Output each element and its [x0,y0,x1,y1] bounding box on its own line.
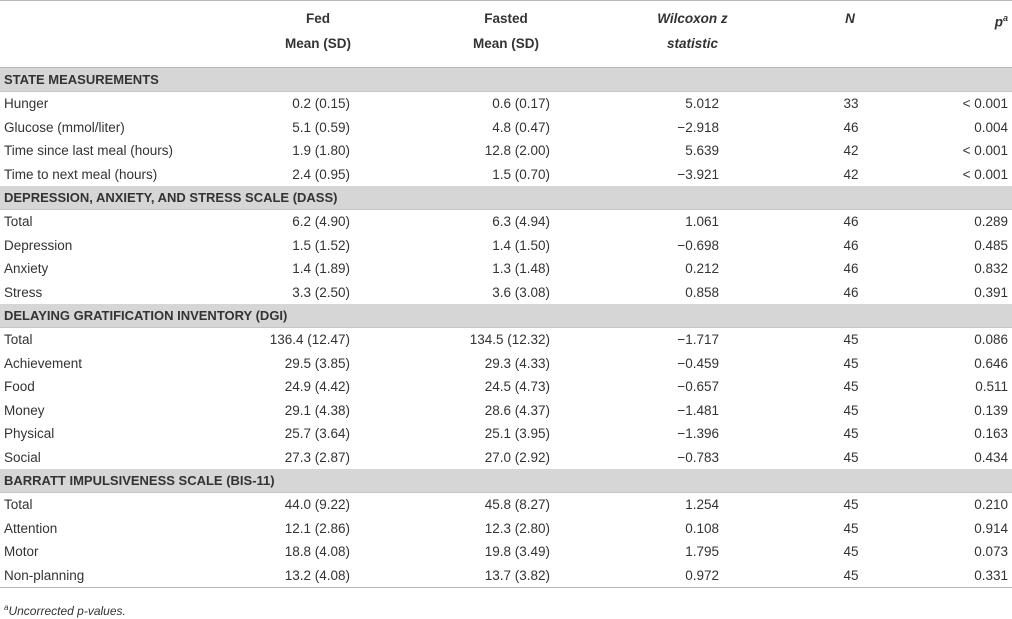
cell-wilcoxon: 0.212 [685,261,719,276]
cell-fasted: 12.3 (2.80) [484,520,550,536]
header-fasted [443,6,569,56]
table-row [0,163,1012,187]
cell-p: 0.331 [974,567,1008,583]
cell-fed: 29.5 (3.85) [284,355,350,371]
cell-p: 0.511 [975,379,1008,394]
header-fed-title: Fed [305,11,330,26]
row-label: Physical [4,426,55,441]
section-header: DEPRESSION, ANXIETY, AND STRESS SCALE (DASS) [0,186,1012,210]
section-header: STATE MEASUREMENTS [0,68,1012,92]
cell-n: 46 [843,214,859,229]
cell-wilcoxon: 0.972 [685,567,719,583]
cell-fasted: 3.6 (3.08) [492,284,550,300]
cell-n: 42 [843,166,859,182]
row-label: Motor [4,544,39,559]
cell-wilcoxon: −1.396 [677,426,719,441]
cell-wilcoxon: −1.717 [677,332,719,347]
cell-fed: 3.3 (2.50) [292,284,350,300]
footnote-text: Uncorrected p-values. [8,604,126,618]
cell-p: < 0.001 [962,143,1008,158]
row-label: Food [4,379,35,394]
cell-fed: 24.9 (4.42) [284,379,350,394]
table-row [0,116,1012,140]
cell-n: 33 [843,96,859,111]
header-p [955,6,1012,35]
cell-n: 45 [843,520,859,536]
cell-fasted: 25.1 (3.95) [484,426,550,441]
row-label: Achievement [4,355,83,371]
cell-p: 0.139 [974,402,1008,418]
cell-p: 0.391 [974,284,1008,300]
cell-fed: 1.4 (1.89) [292,261,350,276]
row-label: Attention [4,520,58,536]
cell-fed: 27.3 (2.87) [284,449,350,465]
cell-wilcoxon: 5.012 [685,96,719,111]
row-label: Money [4,402,45,418]
cell-p: 0.086 [974,332,1008,347]
cell-fed: 18.8 (4.08) [284,544,350,559]
cell-n: 45 [843,497,859,512]
cell-wilcoxon: −3.921 [677,166,719,182]
cell-fed: 2.4 (0.95) [292,166,350,182]
header-fed-subtitle: Mean (SD) [284,36,351,51]
row-label: Non-planning [4,567,85,583]
cell-fasted: 45.8 (8.27) [484,497,550,512]
header-fasted-subtitle: Mean (SD) [472,36,539,51]
table-row [0,493,1012,517]
cell-fasted: 24.5 (4.73) [484,379,550,394]
cell-fed: 6.2 (4.90) [292,214,350,229]
cell-wilcoxon: −0.783 [677,449,719,465]
row-label: Time since last meal (hours) [4,143,174,158]
table-row [0,446,1012,470]
cell-fed: 13.2 (4.08) [284,567,350,583]
row-label: Social [4,449,41,465]
cell-wilcoxon: 5.639 [685,143,719,158]
cell-fasted: 1.3 (1.48) [492,261,550,276]
table-row [0,517,1012,541]
cell-n: 46 [843,261,859,276]
cell-wilcoxon: −0.459 [677,355,719,371]
cell-n: 45 [843,567,859,583]
header-p-label: p [994,14,1003,30]
footnote [4,603,126,618]
cell-fasted: 29.3 (4.33) [484,355,550,371]
cell-wilcoxon: −2.918 [677,119,719,135]
cell-p: 0.210 [974,497,1008,512]
header-wilcoxon [630,6,755,56]
cell-n: 45 [843,449,859,465]
table-row [0,257,1012,281]
cell-wilcoxon: 1.795 [685,544,719,559]
row-label: Depression [4,237,73,253]
cell-p: < 0.001 [962,96,1008,111]
cell-p: 0.914 [974,520,1008,536]
table-row [0,234,1012,258]
cell-fed: 29.1 (4.38) [284,402,350,418]
cell-p: 0.073 [974,544,1008,559]
cell-p: 0.004 [974,119,1008,135]
cell-fasted: 27.0 (2.92) [484,449,550,465]
table-row [0,352,1012,376]
cell-fed: 1.9 (1.80) [292,143,350,158]
cell-fasted: 6.3 (4.94) [492,214,550,229]
cell-n: 42 [843,143,859,158]
cell-fed: 5.1 (0.59) [292,119,350,135]
cell-fed: 0.2 (0.15) [292,96,350,111]
cell-wilcoxon: 1.061 [685,214,719,229]
cell-p: < 0.001 [962,166,1008,182]
cell-fasted: 13.7 (3.82) [484,567,550,583]
table-row [0,399,1012,423]
cell-n: 46 [843,119,859,135]
row-label: Glucose (mmol/liter) [4,119,125,135]
footnote-mark: a [4,603,9,612]
cell-p: 0.646 [974,355,1008,371]
cell-fed: 44.0 (9.22) [284,497,350,512]
table-header [0,0,1012,68]
cell-p: 0.832 [974,261,1008,276]
header-wilcoxon-line1: Wilcoxon z [657,11,728,26]
table-row [0,375,1012,399]
table-row [0,422,1012,446]
cell-wilcoxon: 0.858 [685,284,719,300]
cell-wilcoxon: 1.254 [685,497,719,512]
cell-p: 0.289 [974,214,1008,229]
header-fasted-title: Fasted [484,11,528,26]
table-body [0,68,1012,588]
table-row [0,328,1012,352]
table-row [0,210,1012,234]
cell-n: 45 [843,379,859,394]
row-label: Anxiety [4,261,49,276]
row-label: Hunger [4,96,49,111]
header-p-footnote-mark: a [1002,13,1008,23]
cell-fasted: 1.4 (1.50) [492,237,550,253]
row-label: Total [4,497,33,512]
cell-wilcoxon: −0.657 [677,379,719,394]
table-row [0,540,1012,564]
cell-fasted: 4.8 (0.47) [492,119,550,135]
row-label: Stress [4,284,43,300]
cell-wilcoxon: −0.698 [677,237,719,253]
cell-fasted: 0.6 (0.17) [492,96,550,111]
cell-fasted: 19.8 (3.49) [484,544,550,559]
cell-n: 45 [843,426,859,441]
cell-n: 46 [843,237,859,253]
cell-n: 46 [843,284,859,300]
cell-n: 45 [843,355,859,371]
cell-fasted: 12.8 (2.00) [484,143,550,158]
cell-wilcoxon: −1.481 [677,402,719,418]
cell-fasted: 1.5 (0.70) [492,166,550,182]
cell-n: 45 [843,332,859,347]
cell-p: 0.163 [974,426,1008,441]
table-row [0,564,1012,589]
cell-fasted: 134.5 (12.32) [469,332,550,347]
row-label: Total [4,332,33,347]
header-fed [255,6,381,56]
cell-p: 0.485 [974,237,1008,253]
table-row [0,139,1012,163]
cell-fed: 25.7 (3.64) [284,426,350,441]
cell-fasted: 28.6 (4.37) [484,402,550,418]
table-row [0,281,1012,305]
section-header: BARRATT IMPULSIVENESS SCALE (BIS-11) [0,469,1012,493]
cell-fed: 12.1 (2.86) [284,520,350,536]
cell-n: 45 [843,544,859,559]
cell-p: 0.434 [974,449,1008,465]
table-row [0,92,1012,116]
cell-fed: 1.5 (1.52) [292,237,350,253]
row-label: Time to next meal (hours) [4,166,158,182]
cell-n: 45 [843,402,859,418]
section-header: DELAYING GRATIFICATION INVENTORY (DGI) [0,304,1012,328]
header-n: N [845,11,855,26]
cell-wilcoxon: 0.108 [685,520,719,536]
row-label: Total [4,214,33,229]
cell-fed: 136.4 (12.47) [269,332,350,347]
header-wilcoxon-line2: statistic [666,36,719,51]
